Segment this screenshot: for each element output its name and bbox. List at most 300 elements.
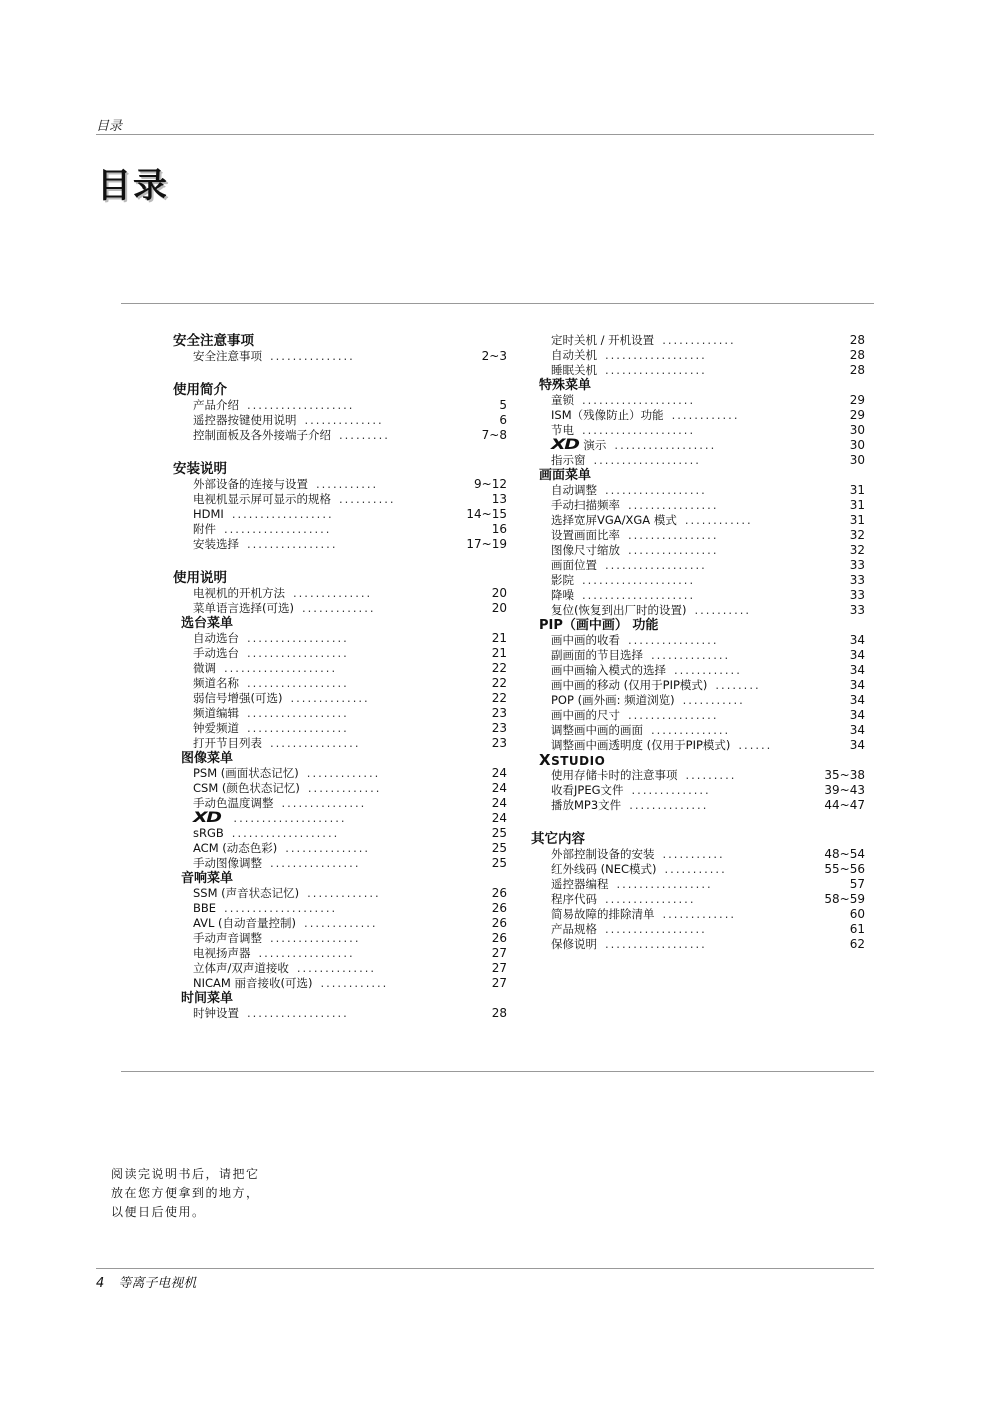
toc-subsection-title: 画面菜单	[539, 468, 592, 483]
toc-entry-leader: .............	[301, 601, 376, 615]
toc-entry	[173, 601, 507, 616]
toc-entry-label: 副画面的节目选择	[551, 648, 643, 662]
toc-entry	[531, 708, 865, 723]
toc-entry	[531, 922, 865, 937]
toc-entry-label: 设置画面比率	[551, 528, 620, 542]
toc-entry-leader: ..................	[247, 706, 349, 720]
toc-entry-leader: ..................	[605, 558, 707, 572]
toc-entry	[531, 498, 865, 513]
toc-entry-leader: ..................	[247, 646, 349, 660]
toc-entry-page: 28	[849, 348, 865, 362]
toc-entry-page: 30	[849, 453, 865, 467]
toc-section-title: 安装说明	[173, 461, 227, 477]
toc-entry	[173, 736, 507, 751]
toc-entry-page: 33	[849, 573, 865, 587]
toc-entry-leader: ....................	[224, 661, 338, 675]
toc-entry-label: 红外线码 (NEC模式)	[551, 862, 657, 876]
toc-entry-leader: .............	[307, 886, 381, 900]
toc-entry-page: 34	[849, 693, 865, 707]
toc-entry	[531, 588, 865, 603]
toc-entry	[173, 841, 507, 856]
toc-section-title: 使用简介	[173, 382, 227, 398]
toc-entry	[173, 537, 507, 552]
toc-entry-label: 选择宽屏VGA/XGA 模式	[551, 513, 677, 527]
toc-entry-page: 25	[491, 856, 507, 870]
toc-entry-page: 27	[491, 961, 507, 975]
toc-entry-label: 菜单语言选择(可选)	[193, 601, 294, 615]
toc-entry-page: 7~8	[481, 428, 507, 442]
toc-bottom-divider	[121, 1071, 874, 1072]
toc-entry-page: 33	[849, 588, 865, 602]
toc-entry-page: 29	[849, 393, 865, 407]
toc-entry-page: 27	[491, 976, 507, 990]
toc-entry	[531, 558, 865, 573]
toc-entry-leader: ...............	[270, 349, 355, 363]
toc-entry	[531, 348, 865, 363]
toc-entry-leader: ..........	[694, 603, 752, 617]
toc-entry-label: 图像尺寸缩放	[551, 543, 620, 557]
xd-logo: XD	[193, 810, 221, 826]
toc-entry-label: 微调	[193, 661, 216, 675]
toc-entry	[173, 586, 507, 601]
toc-entry-leader: .............	[307, 781, 382, 795]
toc-entry-leader: ..............	[651, 723, 731, 737]
toc-entry-leader: ..................	[247, 631, 349, 645]
toc-entry-page: 31	[849, 483, 865, 497]
toc-entry-label: 画中画输入模式的选择	[551, 663, 666, 677]
toc-entry-leader: ..............	[293, 586, 373, 600]
toc-entry-label: 手动声音调整	[193, 931, 262, 945]
note-line: 以便日后使用。	[111, 1205, 206, 1219]
toc-entry-page: 28	[849, 363, 865, 377]
toc-entry-page: 35~38	[824, 768, 865, 782]
toc-entry-label: 遥控器按键使用说明	[193, 413, 297, 427]
toc-entry-label: 外部控制设备的安装	[551, 847, 655, 861]
xstudio-logo	[539, 753, 605, 769]
toc-entry-leader: ................	[247, 537, 338, 551]
toc-entry-page: 24	[491, 796, 507, 810]
toc-entry-leader: ...................	[224, 522, 332, 536]
toc-entry-label: NICAM 丽音接收(可选)	[193, 976, 313, 990]
toc-entry-page: 23	[491, 721, 507, 735]
toc-entry-label: BBE	[193, 901, 217, 915]
toc-entry-page: 13	[491, 492, 507, 506]
toc-entry-label: 遥控器编程	[551, 877, 609, 891]
toc-entry-label: 画中画的尺寸	[551, 708, 620, 722]
toc-entry-page: 20	[491, 586, 507, 600]
toc-entry-page: 48~54	[824, 847, 865, 861]
xstudio-logo-text: STUDIO	[551, 754, 606, 768]
toc-entry	[173, 916, 507, 931]
toc-entry	[531, 483, 865, 498]
toc-entry-leader: ..................	[247, 1006, 349, 1020]
toc-entry-page: 58~59	[824, 892, 865, 906]
toc-entry-page: 34	[849, 723, 865, 737]
toc-entry-page: 34	[849, 648, 865, 662]
toc-entry-label: 画中画的移动 (仅用于PIP模式)	[551, 678, 708, 692]
page-number: 4	[96, 1276, 105, 1291]
toc-entry-leader: ..............	[651, 648, 731, 662]
toc-entry	[531, 862, 865, 877]
toc-entry-page: 23	[491, 706, 507, 720]
toc-entry-label: 手动选台	[193, 646, 239, 660]
toc-entry-page: 26	[491, 886, 507, 900]
toc-entry-leader: ................	[628, 633, 719, 647]
toc-entry-leader: ..............	[290, 691, 370, 705]
toc-entry	[531, 768, 865, 783]
footer-divider	[96, 1268, 874, 1269]
xstudio-logo-x: X	[539, 751, 552, 769]
toc-entry-page: 24	[491, 766, 507, 780]
toc-entry-label: 弱信号增强(可选)	[193, 691, 283, 705]
toc-left-column	[173, 333, 507, 1021]
toc-entry-label: 频道名称	[193, 676, 239, 690]
toc-entry	[173, 428, 507, 443]
toc-entry	[173, 661, 507, 676]
toc-entry	[531, 783, 865, 798]
toc-entry	[531, 393, 865, 408]
toc-entry-label: AVL (自动音量控制)	[193, 916, 297, 930]
toc-entry-page: 2~3	[481, 349, 507, 363]
toc-entry	[531, 738, 865, 753]
toc-entry-label: sRGB	[193, 826, 224, 840]
page-footer	[96, 1272, 196, 1291]
toc-entry-label: 降噪	[551, 588, 574, 602]
toc-entry-label: 播放MP3文件	[551, 798, 622, 812]
toc-entry	[531, 603, 865, 618]
toc-entry-leader: ...................	[593, 453, 701, 467]
toc-entry-leader: ...................	[247, 398, 355, 412]
toc-entry-leader: ...........	[662, 847, 725, 861]
toc-entry-leader: ....................	[582, 423, 696, 437]
toc-entry-page: 33	[849, 558, 865, 572]
toc-subsection-title: 音响菜单	[181, 871, 234, 886]
toc-entry-label: 保修说明	[551, 937, 597, 951]
toc-entry-leader: ..................	[605, 922, 707, 936]
toc-entry-label: 产品规格	[551, 922, 597, 936]
toc-entry-label: 演示	[583, 438, 607, 452]
toc-right-column	[531, 333, 865, 952]
toc-entry-label: 电视扬声器	[193, 946, 251, 960]
toc-entry-label: CSM (颜色状态记忆)	[193, 781, 300, 795]
toc-entry	[173, 398, 507, 413]
toc-entry-label: 外部设备的连接与设置	[193, 477, 308, 491]
toc-entry-label: 手动色温度调整	[193, 796, 274, 810]
toc-entry-label: 电视机显示屏可显示的规格	[193, 492, 331, 506]
toc-entry-label: 睡眠关机	[551, 363, 597, 377]
toc-entry-label: 频道编辑	[193, 706, 239, 720]
toc-entry-leader: ..........	[339, 492, 396, 506]
toc-entry	[173, 976, 507, 991]
toc-subsection-title: 选台菜单	[181, 616, 234, 631]
toc-entry-leader: ............	[674, 663, 742, 677]
toc-entry-label: 画中画的收看	[551, 633, 620, 647]
toc-entry-label: 产品介绍	[193, 398, 239, 412]
toc-entry-label: 定时关机 / 开机设置	[551, 333, 655, 347]
toc-entry-leader: ..................	[605, 483, 707, 497]
toc-entry	[531, 363, 865, 378]
toc-entry-label: 画面位置	[551, 558, 597, 572]
toc-entry-label: 立体声/双声道接收	[193, 961, 289, 975]
toc-entry	[173, 961, 507, 976]
toc-entry-page: 57	[849, 877, 865, 891]
toc-entry	[531, 877, 865, 892]
toc-entry-leader: ...............	[281, 796, 367, 810]
toc-entry-page: 34	[849, 678, 865, 692]
toc-entry	[531, 847, 865, 862]
toc-entry-label: 安全注意事项	[193, 349, 262, 363]
toc-entry-leader: ................	[628, 543, 719, 557]
toc-entry-label: 调整画中画的画面	[551, 723, 643, 737]
toc-entry-page: 22	[491, 661, 507, 675]
toc-section-title: 使用说明	[173, 570, 227, 586]
toc-entry-leader: ..................	[614, 438, 717, 452]
toc-entry	[531, 663, 865, 678]
toc-entry-label: POP (画外画: 频道浏览)	[551, 693, 675, 707]
toc-entry-page: 34	[849, 708, 865, 722]
toc-entry-leader: ..............	[629, 798, 709, 812]
toc-entry-leader: ....................	[582, 573, 696, 587]
toc-entry-leader: ....................	[233, 811, 347, 825]
toc-entry	[173, 646, 507, 661]
toc-entry-page: 28	[491, 1006, 507, 1020]
toc-entry	[531, 528, 865, 543]
toc-entry-page: 31	[849, 498, 865, 512]
toc-entry-leader: ...........	[682, 693, 745, 707]
toc-entry-leader: ..................	[247, 721, 349, 735]
toc-entry-leader: ........	[715, 678, 761, 692]
toc-entry-label: 收看JPEG文件	[551, 783, 624, 797]
toc-entry	[531, 798, 865, 813]
toc-entry-leader: ................	[628, 498, 719, 512]
toc-subsection-title: 特殊菜单	[539, 378, 592, 393]
toc-entry-page: 60	[849, 907, 865, 921]
toc-entry	[531, 937, 865, 952]
toc-entry-page: 21	[491, 631, 507, 645]
toc-entry-leader: ....................	[582, 588, 696, 602]
toc-entry-page: 25	[491, 826, 507, 840]
header-label: 目录	[96, 119, 123, 134]
toc-entry-leader: ..............	[631, 783, 711, 797]
toc-entry-page: 32	[849, 528, 865, 542]
toc-entry-page: 26	[491, 931, 507, 945]
toc-entry-label: 打开节目列表	[193, 736, 262, 750]
toc-entry-page: 27	[491, 946, 507, 960]
toc-entry	[531, 543, 865, 558]
toc-entry	[173, 522, 507, 537]
toc-section-title: 安全注意事项	[173, 333, 254, 349]
toc-entry-leader: ....................	[224, 901, 338, 915]
toc-entry-page: 22	[491, 676, 507, 690]
toc-entry	[173, 1006, 507, 1021]
toc-entry-page: 30	[849, 438, 865, 452]
toc-entry-leader: ...................	[231, 826, 340, 840]
toc-entry-page: 30	[849, 423, 865, 437]
toc-entry	[173, 691, 507, 706]
toc-entry	[173, 631, 507, 646]
toc-subsection-title: 图像菜单	[181, 751, 234, 766]
toc-entry-leader: .........	[685, 768, 737, 782]
toc-entry	[173, 826, 507, 841]
toc-entry	[173, 413, 507, 428]
toc-entry-page: 21	[491, 646, 507, 660]
toc-entry-leader: ..................	[605, 348, 707, 362]
toc-entry-leader: ...............	[285, 841, 371, 855]
toc-entry-label: 调整画中画透明度 (仅用于PIP模式)	[551, 738, 731, 752]
toc-entry-label: SSM (声音状态记忆)	[193, 886, 300, 900]
toc-entry-label: 手动图像调整	[193, 856, 262, 870]
toc-entry-page: 14~15	[466, 507, 507, 521]
toc-entry-leader: ..............	[304, 413, 384, 427]
toc-entry-leader: .................	[616, 877, 713, 891]
note-line: 阅读完说明书后，请把它	[111, 1167, 260, 1181]
toc-entry-leader: ..................	[605, 937, 707, 951]
toc-entry-label: 影院	[551, 573, 574, 587]
toc-entry	[531, 573, 865, 588]
toc-top-divider	[121, 303, 874, 304]
toc-entry-label: 安装选择	[193, 537, 239, 551]
toc-entry-page: 62	[849, 937, 865, 951]
toc-entry-page: 34	[849, 738, 865, 752]
xd-logo: XD	[551, 437, 579, 453]
toc-entry-page: 22	[491, 691, 507, 705]
toc-entry-label: 程序代码	[551, 892, 597, 906]
toc-entry-page: 26	[491, 916, 507, 930]
toc-entry	[531, 423, 865, 438]
toc-entry-leader: .............	[662, 907, 737, 921]
toc-entry-label: 指示窗	[551, 453, 586, 467]
toc-entry-page: 5	[499, 398, 507, 412]
toc-entry	[531, 678, 865, 693]
toc-entry-label: ACM (动态色彩)	[193, 841, 278, 855]
toc-entry-label: 控制面板及各外接端子介绍	[193, 428, 331, 442]
toc-entry-page: 20	[491, 601, 507, 615]
toc-entry-leader: ..............	[296, 961, 377, 975]
toc-entry	[531, 513, 865, 528]
toc-entry-leader: ............	[684, 513, 753, 527]
toc-entry-leader: ..................	[247, 676, 349, 690]
toc-entry	[531, 648, 865, 663]
toc-entry	[531, 892, 865, 907]
toc-entry	[531, 438, 865, 453]
toc-entry-leader: ...........	[316, 477, 379, 491]
toc-entry	[173, 766, 507, 781]
toc-entry-page: 33	[849, 603, 865, 617]
toc-entry	[173, 811, 507, 826]
toc-entry	[531, 633, 865, 648]
toc-entry	[173, 706, 507, 721]
toc-entry-leader: ................	[628, 708, 719, 722]
toc-entry-page: 31	[849, 513, 865, 527]
toc-entry-page: 28	[849, 333, 865, 347]
toc-entry-label: 复位(恢复到出厂时的设置)	[551, 603, 687, 617]
toc-entry	[173, 946, 507, 961]
toc-entry	[173, 781, 507, 796]
toc-entry	[173, 477, 507, 492]
toc-entry	[531, 408, 865, 423]
toc-entry-label: 电视机的开机方法	[193, 586, 285, 600]
toc-entry-label: 自动选台	[193, 631, 239, 645]
toc-entry-label: 童锁	[551, 393, 574, 407]
toc-entry-leader: ......	[738, 738, 773, 752]
header-divider	[96, 134, 874, 135]
toc-entry-page: 25	[491, 841, 507, 855]
toc-entry-page: 17~19	[466, 537, 507, 551]
toc-entry	[531, 333, 865, 348]
toc-entry	[531, 453, 865, 468]
toc-entry	[173, 507, 507, 522]
toc-entry-page: 23	[491, 736, 507, 750]
toc-entry-page: 44~47	[824, 798, 865, 812]
toc-entry-leader: ................	[605, 892, 696, 906]
toc-entry-page: 32	[849, 543, 865, 557]
toc-entry-page: 34	[849, 663, 865, 677]
note-line: 放在您方便拿到的地方，	[111, 1186, 260, 1200]
toc-entry-leader: ....................	[582, 393, 696, 407]
toc-entry-leader: .........	[339, 428, 390, 442]
toc-entry-page: 55~56	[824, 862, 865, 876]
toc-entry-label: 时钟设置	[193, 1006, 239, 1020]
toc-entry-page: 24	[491, 811, 507, 825]
toc-entry-label: 简易故障的排除清单	[551, 907, 655, 921]
toc-entry-leader: .............	[304, 916, 378, 930]
toc-entry	[173, 856, 507, 871]
toc-section-title: 其它内容	[531, 831, 585, 847]
toc-entry-label: 手动扫描频率	[551, 498, 620, 512]
toc-subsection-title: PIP（画中画） 功能	[539, 618, 659, 633]
toc-entry-page: 34	[849, 633, 865, 647]
toc-entry	[531, 723, 865, 738]
toc-entry-label: 自动关机	[551, 348, 597, 362]
toc-entry-leader: .................	[258, 946, 355, 960]
toc-entry-page: 16	[491, 522, 507, 536]
toc-entry-label: 钟爱频道	[193, 721, 239, 735]
toc-entry-leader: ...........	[664, 862, 727, 876]
toc-entry	[173, 796, 507, 811]
toc-entry-page: 24	[491, 781, 507, 795]
toc-entry	[173, 886, 507, 901]
toc-entry-label: PSM (画面状态记忆)	[193, 766, 299, 780]
toc-entry	[173, 492, 507, 507]
toc-entry	[173, 349, 507, 364]
toc-entry-page: 29	[849, 408, 865, 422]
toc-entry-label: 自动调整	[551, 483, 597, 497]
toc-entry-leader: ..................	[605, 363, 707, 377]
toc-entry-label: 附件	[193, 522, 216, 536]
toc-entry-leader: ................	[270, 736, 361, 750]
toc-entry-label: ISM（残像防止）功能	[551, 408, 664, 422]
toc-entry-label: 使用存储卡时的注意事项	[551, 768, 678, 782]
toc-entry-page: 39~43	[824, 783, 865, 797]
page-title: 目录	[97, 166, 169, 206]
toc-entry-leader: .............	[662, 333, 736, 347]
toc-entry-page: 6	[499, 413, 507, 427]
toc-entry	[531, 693, 865, 708]
toc-entry	[531, 907, 865, 922]
toc-entry-label: 节电	[551, 423, 574, 437]
toc-entry	[173, 676, 507, 691]
toc-entry-page: 61	[849, 922, 865, 936]
toc-entry-leader: .............	[306, 766, 381, 780]
product-name: 等离子电视机	[118, 1276, 197, 1291]
toc-entry-page: 26	[491, 901, 507, 915]
toc-entry-label: HDMI	[193, 507, 224, 521]
toc-entry	[173, 901, 507, 916]
toc-entry-leader: ................	[270, 931, 361, 945]
toc-entry-leader: ............	[671, 408, 740, 422]
toc-subsection-title: 时间菜单	[181, 991, 234, 1006]
toc-entry-leader: ................	[270, 856, 361, 870]
